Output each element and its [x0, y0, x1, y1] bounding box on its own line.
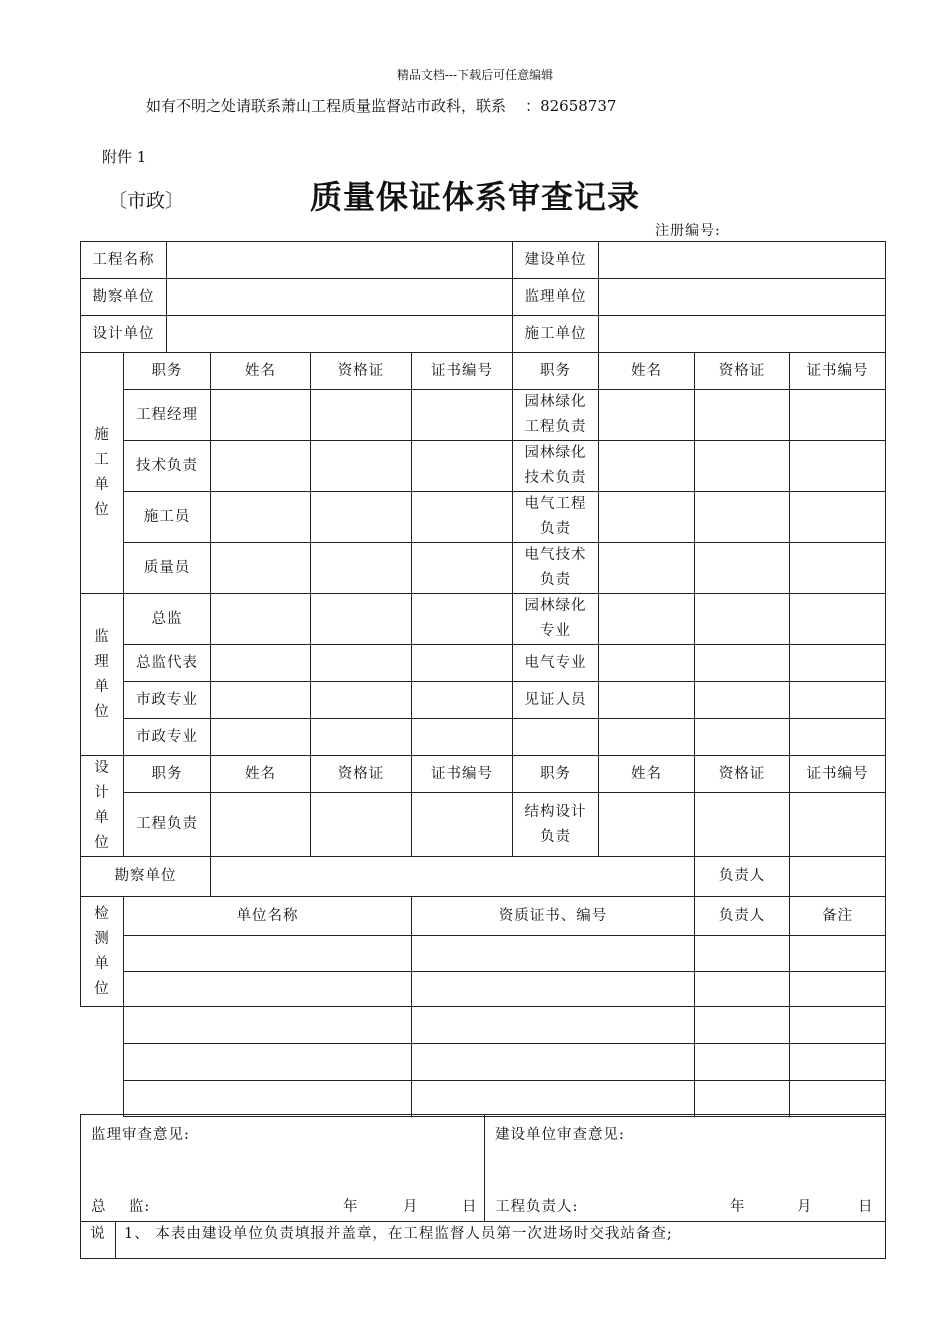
- testing-unit-name-cell[interactable]: [124, 972, 412, 1007]
- duty-cell: 市政专业: [124, 719, 211, 756]
- testing-section-label: 检 测 单 位: [81, 897, 124, 1007]
- design-section-label: 设 计 单 位: [81, 756, 124, 857]
- testing-unit-name-cell[interactable]: [124, 936, 412, 972]
- top-note: 精品文档---下载后可任意编辑: [396, 68, 554, 82]
- survey-row-value[interactable]: [211, 857, 695, 897]
- duty-cell[interactable]: [513, 719, 599, 756]
- testing-unit-name-cell[interactable]: [124, 1007, 412, 1044]
- testing-unit-name-cell[interactable]: [124, 1081, 412, 1117]
- testing-person-cell[interactable]: [695, 1081, 790, 1117]
- registration-number-label: 注册编号:: [655, 223, 721, 239]
- construction-signature-label: 工程负责人:: [495, 1199, 579, 1215]
- duty-cell: 总监: [124, 594, 211, 645]
- qualification-cell[interactable]: [311, 390, 412, 441]
- name-cell[interactable]: [599, 793, 695, 857]
- date-day-label: 日: [858, 1199, 874, 1215]
- col-qualification: 资格证: [311, 353, 412, 390]
- blank-margin: [81, 1007, 124, 1044]
- qualification-cell[interactable]: [695, 390, 790, 441]
- col-cert-no: 证书编号: [790, 353, 886, 390]
- qualification-cell[interactable]: [311, 594, 412, 645]
- testing-unit-name-cell[interactable]: [124, 1044, 412, 1081]
- col-name: 姓名: [599, 353, 695, 390]
- testing-person-cell[interactable]: [695, 1044, 790, 1081]
- col-cert-no: 证书编号: [412, 756, 513, 793]
- survey-row-person-value[interactable]: [790, 857, 886, 897]
- duty-cell: 园林绿化 工程负责: [513, 390, 599, 441]
- builder-unit-label: 施工单位: [513, 316, 599, 353]
- design-unit-value[interactable]: [167, 316, 513, 353]
- qualification-cell[interactable]: [311, 543, 412, 594]
- col-duty: 职务: [124, 353, 211, 390]
- cert-no-cell[interactable]: [790, 645, 886, 682]
- project-name-value[interactable]: [167, 242, 513, 279]
- duty-cell: 总监代表: [124, 645, 211, 682]
- cert-no-cell[interactable]: [790, 594, 886, 645]
- supervision-signature-label: 总 监:: [91, 1199, 151, 1215]
- blank-margin: [81, 1044, 124, 1081]
- cert-no-cell[interactable]: [412, 441, 513, 492]
- survey-unit-value[interactable]: [167, 279, 513, 316]
- qualification-cell[interactable]: [311, 441, 412, 492]
- survey-unit-label: 勘察单位: [81, 279, 167, 316]
- supervision-opinion-box[interactable]: [81, 1115, 485, 1222]
- testing-person-cell[interactable]: [695, 936, 790, 972]
- duty-cell: 施工员: [124, 492, 211, 543]
- name-cell[interactable]: [211, 594, 311, 645]
- testing-remark-header: 备注: [790, 897, 886, 936]
- col-name: 姓名: [211, 756, 311, 793]
- project-name-label: 工程名称: [81, 242, 167, 279]
- cert-no-cell[interactable]: [790, 390, 886, 441]
- col-qualification: 资格证: [311, 756, 412, 793]
- qualification-cell[interactable]: [695, 793, 790, 857]
- duty-cell: 结构设计 负责: [513, 793, 599, 857]
- testing-person-header: 负责人: [695, 897, 790, 936]
- note-item-1: 1、 本表由建设单位负责填报并盖章，在工程监督人员第一次进场时交我站备查;: [116, 1222, 886, 1259]
- testing-person-cell[interactable]: [695, 1007, 790, 1044]
- name-cell[interactable]: [211, 441, 311, 492]
- date-month-label: 月: [403, 1199, 419, 1215]
- name-cell[interactable]: [211, 492, 311, 543]
- cert-no-cell[interactable]: [790, 441, 886, 492]
- qualification-cell[interactable]: [695, 543, 790, 594]
- testing-remark-cell[interactable]: [790, 972, 886, 1007]
- duty-cell: 电气工程 负责: [513, 492, 599, 543]
- supervision-section-label: 监 理 单 位: [81, 594, 124, 756]
- name-cell[interactable]: [211, 719, 311, 756]
- duty-cell: 电气专业: [513, 645, 599, 682]
- cert-no-cell[interactable]: [412, 719, 513, 756]
- duty-cell: 电气技术 负责: [513, 543, 599, 594]
- date-month-label: 月: [797, 1199, 813, 1215]
- testing-unit-name-header: 单位名称: [124, 897, 412, 936]
- construction-unit-value[interactable]: [599, 242, 886, 279]
- col-cert-no: 证书编号: [412, 353, 513, 390]
- qualification-cell[interactable]: [695, 441, 790, 492]
- cert-no-cell[interactable]: [790, 793, 886, 857]
- name-cell[interactable]: [599, 645, 695, 682]
- qualification-cell[interactable]: [311, 492, 412, 543]
- qualification-cell[interactable]: [311, 793, 412, 857]
- supervision-unit-label: 监理单位: [513, 279, 599, 316]
- cert-no-cell[interactable]: [412, 793, 513, 857]
- cert-no-cell[interactable]: [412, 543, 513, 594]
- duty-cell: 技术负责: [124, 441, 211, 492]
- col-qualification: 资格证: [695, 353, 790, 390]
- qualification-cell[interactable]: [695, 682, 790, 719]
- name-cell[interactable]: [599, 492, 695, 543]
- survey-row-person-label: 负责人: [695, 857, 790, 897]
- survey-row-label: 勘察单位: [81, 857, 211, 897]
- testing-cert-cell[interactable]: [412, 1081, 695, 1117]
- builder-section-label: 施 工 单 位: [81, 353, 124, 594]
- page-title: 质量保证体系审查记录: [309, 178, 640, 216]
- testing-person-cell[interactable]: [695, 972, 790, 1007]
- contact-line: 如有不明之处请联系萧山工程质量监督站市政科，联系 ：82658737: [146, 97, 617, 115]
- col-name: 姓名: [599, 756, 695, 793]
- name-cell[interactable]: [211, 390, 311, 441]
- attachment-label: 附件 1: [102, 148, 147, 166]
- testing-remark-cell[interactable]: [790, 1044, 886, 1081]
- date-year-label: 年: [730, 1199, 746, 1215]
- blank-margin: [81, 1081, 124, 1117]
- name-cell[interactable]: [211, 543, 311, 594]
- testing-remark-cell[interactable]: [790, 1007, 886, 1044]
- col-duty: 职务: [124, 756, 211, 793]
- name-cell[interactable]: [599, 390, 695, 441]
- col-duty: 职务: [513, 756, 599, 793]
- col-qualification: 资格证: [695, 756, 790, 793]
- col-cert-no: 证书编号: [790, 756, 886, 793]
- cert-no-cell[interactable]: [790, 719, 886, 756]
- cert-no-cell[interactable]: [412, 645, 513, 682]
- name-cell[interactable]: [599, 719, 695, 756]
- construction-unit-label: 建设单位: [513, 242, 599, 279]
- cert-no-cell[interactable]: [412, 594, 513, 645]
- duty-cell: 见证人员: [513, 682, 599, 719]
- cert-no-cell[interactable]: [790, 492, 886, 543]
- date-year-label: 年: [343, 1199, 359, 1215]
- category-label: 〔市政〕: [108, 190, 185, 212]
- qualification-cell[interactable]: [311, 682, 412, 719]
- design-unit-label: 设计单位: [81, 316, 167, 353]
- testing-cert-cell[interactable]: [412, 1007, 695, 1044]
- construction-opinion-title: 建设单位审查意见:: [495, 1127, 625, 1143]
- name-cell[interactable]: [599, 441, 695, 492]
- qualification-cell[interactable]: [695, 719, 790, 756]
- builder-unit-value[interactable]: [599, 316, 886, 353]
- col-name: 姓名: [211, 353, 311, 390]
- name-cell[interactable]: [599, 682, 695, 719]
- cert-no-cell[interactable]: [412, 682, 513, 719]
- duty-cell: 园林绿化 技术负责: [513, 441, 599, 492]
- cert-no-cell[interactable]: [790, 682, 886, 719]
- name-cell[interactable]: [599, 543, 695, 594]
- testing-cert-cell[interactable]: [412, 936, 695, 972]
- testing-cert-cell[interactable]: [412, 972, 695, 1007]
- qualification-cell[interactable]: [695, 645, 790, 682]
- supervision-unit-value[interactable]: [599, 279, 886, 316]
- duty-cell: 园林绿化 专业: [513, 594, 599, 645]
- qualification-cell[interactable]: [311, 645, 412, 682]
- name-cell[interactable]: [211, 645, 311, 682]
- opinions-table: [80, 1114, 886, 1259]
- testing-remark-cell[interactable]: [790, 1081, 886, 1117]
- duty-cell: 工程经理: [124, 390, 211, 441]
- name-cell[interactable]: [211, 682, 311, 719]
- name-cell[interactable]: [211, 793, 311, 857]
- col-duty: 职务: [513, 353, 599, 390]
- testing-cert-cell[interactable]: [412, 1044, 695, 1081]
- cert-no-cell[interactable]: [412, 492, 513, 543]
- cert-no-cell[interactable]: [790, 543, 886, 594]
- duty-cell: 工程负责: [124, 793, 211, 857]
- duty-cell: 市政专业: [124, 682, 211, 719]
- supervision-opinion-title: 监理审查意见:: [91, 1127, 190, 1143]
- testing-remark-cell[interactable]: [790, 936, 886, 972]
- testing-cert-header: 资质证书、编号: [412, 897, 695, 936]
- construction-opinion-box[interactable]: [485, 1115, 886, 1222]
- notes-label: 说: [81, 1222, 116, 1259]
- name-cell[interactable]: [599, 594, 695, 645]
- qualification-cell[interactable]: [695, 594, 790, 645]
- cert-no-cell[interactable]: [412, 390, 513, 441]
- date-day-label: 日: [462, 1199, 478, 1215]
- review-form-table: [80, 241, 886, 1117]
- duty-cell: 质量员: [124, 543, 211, 594]
- qualification-cell[interactable]: [311, 719, 412, 756]
- qualification-cell[interactable]: [695, 492, 790, 543]
